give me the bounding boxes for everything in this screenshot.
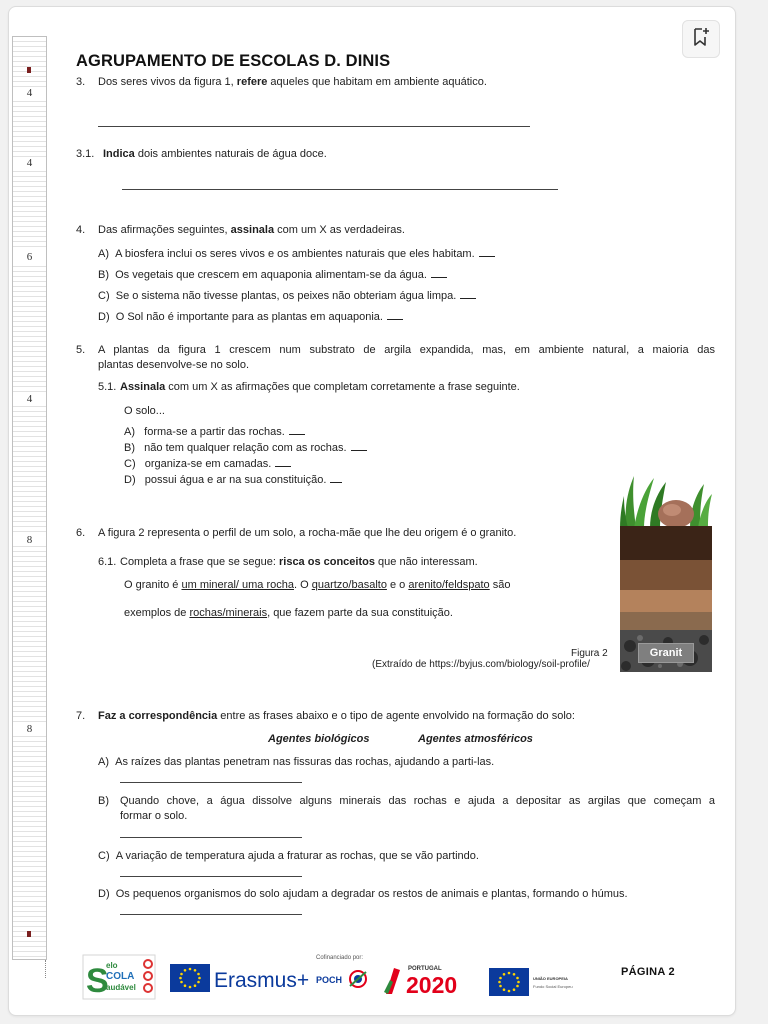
school-title: AGRUPAMENTO DE ESCOLAS D. DINIS [76, 52, 391, 70]
eu-flag-icon [170, 964, 210, 992]
agent-atmospheric-label: Agentes atmosféricos [418, 733, 533, 745]
bookmark-button[interactable] [682, 20, 720, 58]
q6-1-number: 6.1. [98, 556, 117, 568]
q4-b-blank[interactable] [431, 268, 447, 278]
q7-b-answer-line[interactable] [120, 837, 302, 838]
q3-1-answer-line[interactable] [122, 189, 558, 190]
poch-swirl-icon [348, 968, 368, 990]
selo-text-1: elo [106, 961, 118, 970]
figure-2-source: (Extraído de https://byjus.com/biology/soil-profile/ [372, 659, 590, 670]
q7-a-answer-line[interactable] [120, 782, 302, 783]
svg-text:S: S [86, 962, 109, 1000]
q4-option-b: B) Os vegetais que crescem em aquaponia alimentam-se da água. [98, 268, 447, 282]
q4-number: 4. [76, 224, 86, 236]
q6-1-sentence-line2: exemplos de rochas/minerais, que fazem parte da sua constituição. [124, 607, 453, 619]
points-q3-1: 4 [13, 157, 46, 169]
q5-1-option-a: A) forma-se a partir das rochas. [124, 425, 305, 439]
figure-2-caption: Figura 2 [571, 648, 608, 659]
q5-1-b-blank[interactable] [351, 441, 367, 451]
q4-option-a: A) A biosfera inclui os seres vivos e os ambientes naturais que eles habitam. [98, 247, 495, 261]
ruler-mark [27, 67, 31, 73]
q4-a-blank[interactable] [479, 247, 495, 257]
granite-label: Granit [638, 643, 694, 663]
poch-logo: POCH [316, 975, 343, 985]
q5-1-d-blank[interactable] [330, 473, 342, 483]
points-margin-ruler [12, 36, 47, 960]
ue-sub-label: Fundo Social Europeu [533, 984, 573, 989]
q7-number: 7. [76, 710, 86, 722]
q4-option-c: C) Se o sistema não tivesse plantas, os peixes não obteriam água limpa. [98, 289, 476, 303]
agent-biological-label: Agentes biológicos [268, 733, 370, 745]
q4-option-d: D) O Sol não é importante para as plantas em aquaponia. [98, 310, 403, 324]
soil-profile-figure [620, 470, 712, 672]
q5-1-option-c: C) organiza-se em camadas. [124, 457, 291, 471]
q3-number: 3. [76, 76, 86, 88]
portugal-label: PORTUGAL [408, 966, 442, 972]
q7-option-c: C) A variação de temperatura ajuda a fraturar as rochas, que se vão partindo. [98, 850, 479, 862]
q7-c-answer-line[interactable] [120, 876, 302, 877]
bookmark-add-icon [692, 27, 710, 52]
points-q6: 8 [13, 534, 46, 546]
q4-text: Das afirmações seguintes, assinala com um X as verdadeiras. [98, 224, 405, 236]
q6-text: A figura 2 representa o perfil de um solo, a rocha-mãe que lhe deu origem é o granito. [98, 527, 517, 539]
q5-1-text: Assinala com um X as afirmações que completam corretamente a frase seguinte. [120, 381, 520, 393]
q3-answer-line[interactable] [98, 126, 530, 127]
ruler-mark [27, 931, 31, 937]
selo-escola-saudavel-logo [82, 954, 156, 1000]
q5-1-option-b: B) não tem qualquer relação com as rochas. [124, 441, 367, 455]
q5-1-number: 5.1. [98, 381, 117, 393]
q7-option-d: D) Os pequenos organismos do solo ajudam a degradar os restos de animais e plantas, formando o húmus. [98, 888, 628, 900]
ue-label: UNIÃO EUROPEIA [533, 976, 568, 981]
erasmus-logo-text: Erasmus+ [214, 969, 310, 992]
q4-d-blank[interactable] [387, 310, 403, 320]
portugal-2020-year: 2020 [406, 972, 458, 998]
strike-choice-3[interactable]: arenito/feldspato [408, 579, 490, 591]
points-q7: 8 [13, 723, 46, 735]
eu-flag-icon-2 [489, 968, 529, 996]
q5-text-line2: plantas desenvolve-se no solo. [98, 359, 250, 371]
ruler-dotted-line [45, 960, 47, 978]
q7-option-b-line1: Quando chove, a água dissolve alguns minerais das rochas e ajuda a depositar as argilas que começam a [120, 795, 715, 807]
q5-number: 5. [76, 344, 86, 356]
q5-text-line1: A plantas da figura 1 crescem num substrato de argila expandida, mas, em ambiente natural, a maioria das [98, 344, 715, 356]
q3-text: Dos seres vivos da figura 1, refere aqueles que habitam em ambiente aquático. [98, 76, 487, 88]
q3-1-number: 3.1. [76, 148, 95, 160]
q6-1-text: Completa a frase que se segue: risca os conceitos que não interessam. [120, 556, 478, 568]
points-q3: 4 [13, 87, 46, 99]
selo-text-2: COLA [106, 971, 135, 982]
q5-1-option-d: D) possui água e ar na sua constituição. [124, 473, 342, 487]
q4-c-blank[interactable] [460, 289, 476, 299]
portugal-2020-mark-icon [382, 966, 402, 996]
strike-choice-4[interactable]: rochas/minerais [189, 607, 268, 619]
q7-option-b-line2: formar o solo. [120, 810, 188, 822]
selo-text-3: audável [106, 983, 136, 992]
q5-1-c-blank[interactable] [275, 457, 291, 467]
q5-1-stem: O solo... [124, 405, 165, 417]
q3-1-text: Indica dois ambientes naturais de água doce. [103, 148, 327, 160]
q7-text: Faz a correspondência entre as frases abaixo e o tipo de agente envolvido na formação do solo: [98, 710, 575, 722]
points-q4: 6 [13, 251, 46, 263]
cofinanciado-label: Cofinanciado por: [316, 955, 364, 961]
q6-number: 6. [76, 527, 86, 539]
q6-1-sentence-line1: O granito é um mineral/ uma rocha. O quartzo/basalto e o arenito/feldspato são [124, 579, 511, 591]
rock-icon [658, 500, 694, 528]
strike-choice-2[interactable]: quartzo/basalto [311, 579, 387, 591]
points-q5: 4 [13, 393, 46, 405]
q7-d-answer-line[interactable] [120, 914, 302, 915]
q7-option-b-letter: B) [98, 795, 109, 807]
page-number: PÁGINA 2 [621, 966, 675, 978]
q5-1-a-blank[interactable] [289, 425, 305, 435]
strike-choice-1[interactable]: um mineral/ uma rocha [181, 579, 294, 591]
q7-option-a: A) As raízes das plantas penetram nas fissuras das rochas, ajudando a parti-las. [98, 756, 495, 768]
